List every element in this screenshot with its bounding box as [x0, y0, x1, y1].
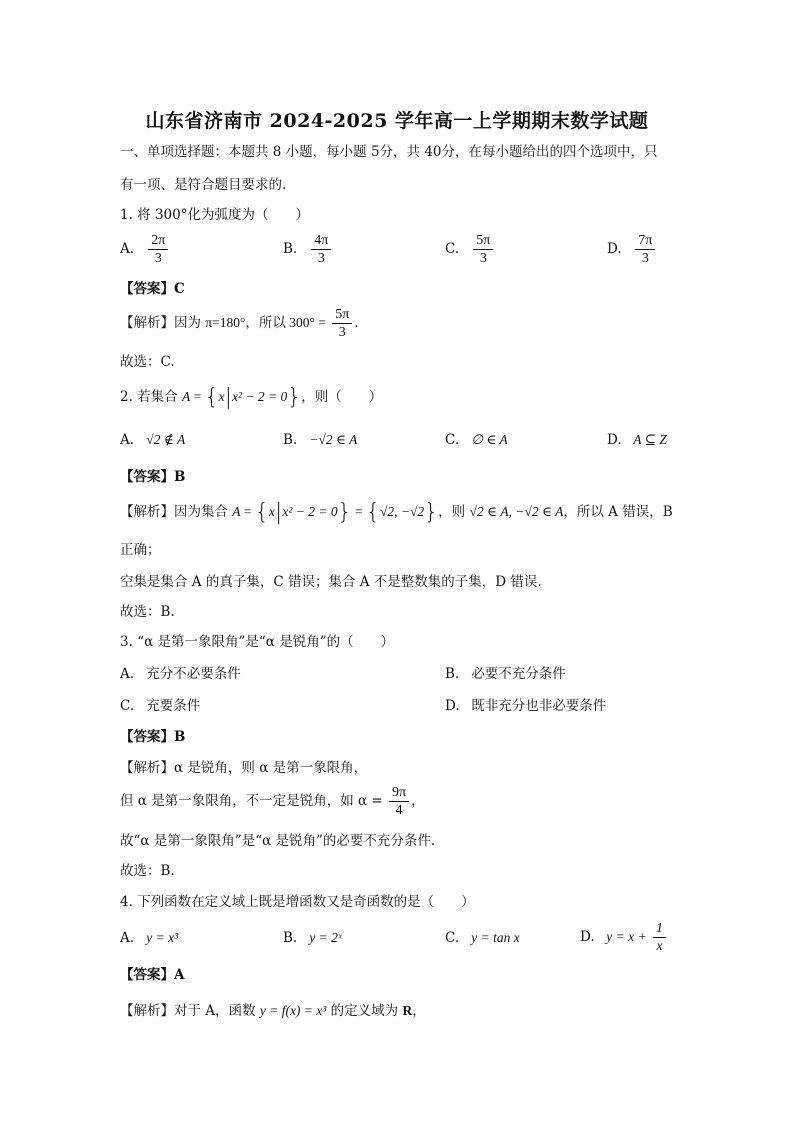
option-label: A.	[120, 432, 135, 448]
option-text: y = x³	[146, 930, 179, 945]
fraction-numerator: 2π	[148, 232, 168, 250]
analysis-suffix: ，	[411, 793, 425, 809]
q2-option-b	[283, 431, 357, 449]
q3-option-d	[445, 697, 606, 715]
brace-open-icon: {	[204, 385, 219, 410]
bar-icon: |	[274, 500, 283, 525]
set-var: x	[268, 504, 275, 519]
option-text: y = x +	[606, 929, 647, 944]
brace-close-icon: }	[287, 385, 302, 410]
bar-icon: |	[224, 385, 233, 410]
fraction-numerator: 5π	[332, 306, 352, 324]
option-text: A ⊆ Z	[633, 432, 667, 447]
q1-analysis	[120, 306, 359, 341]
option-label: D.	[445, 698, 460, 714]
set-condition: x² − 2 = 0	[232, 389, 288, 404]
option-label: A.	[120, 241, 135, 257]
fraction-denominator: 3	[154, 251, 162, 266]
fraction-numerator: 9π	[389, 784, 409, 802]
fraction-numerator: 4π	[311, 232, 331, 250]
option-text: 充要条件	[146, 698, 201, 714]
option-text: 必要不充分条件	[471, 666, 566, 682]
option-text: −√2 ∈ A	[309, 432, 358, 447]
option-label: B.	[283, 432, 298, 448]
analysis-pi: π=180°，所以	[205, 315, 290, 330]
analysis-end: ，	[412, 1003, 426, 1019]
section-instructions-line-1: 一、单项选择题：本题共 8 小题，每小题 5分，共 40分，在每小题给出的四个选项中，只	[120, 144, 658, 160]
option-text: y = 2ˣ	[309, 930, 342, 945]
option-text: y = tan x	[471, 930, 520, 945]
page-title: 山东省济南市 2024-2025 学年高一上学期期末数学试题	[145, 110, 649, 132]
set-var: x	[218, 389, 225, 404]
set-condition: x² − 2 = 0	[282, 504, 338, 519]
q1-option-b	[283, 232, 333, 267]
option-label: C.	[445, 241, 460, 257]
analysis-function: y = f(x) = x³	[259, 1003, 327, 1018]
analysis-lhs: 300° =	[289, 315, 326, 330]
option-label: A.	[120, 666, 135, 682]
q4-option-c	[445, 929, 520, 947]
analysis-prefix: 【解析】因为	[120, 315, 206, 331]
fraction-denominator: x	[656, 939, 663, 954]
set-result: √2, −√2	[379, 504, 425, 519]
option-label: D.	[607, 241, 622, 257]
analysis-text: 但 α 是第一象限角，不一定是锐角，如 α =	[120, 793, 383, 809]
option-label: C.	[445, 930, 460, 946]
analysis-prefix: 【解析】对于 A，函数	[120, 1003, 260, 1019]
analysis-end: .	[354, 315, 359, 331]
q2-conclusion: 故选：B.	[120, 604, 175, 620]
fraction	[332, 306, 352, 341]
q3-conclusion: 故选：B.	[120, 863, 175, 879]
fraction-denominator: 3	[479, 251, 487, 266]
option-label: B.	[283, 241, 298, 257]
stem-suffix: ，则（ ）	[301, 389, 383, 405]
analysis-then: ，则	[438, 504, 470, 520]
q3-analysis-line-3: 故“α 是第一象限角”是“α 是锐角”的必要不充分条件.	[120, 833, 436, 849]
analysis-suffix: ，所以 A 错误，B	[563, 504, 673, 520]
fraction	[653, 920, 666, 955]
option-label: B.	[445, 666, 460, 682]
option-label: C.	[445, 432, 460, 448]
fraction-denominator: 3	[338, 325, 346, 340]
q1-stem: 1. 将 300°化为弧度为（ ）	[120, 207, 309, 223]
q4-option-a	[120, 929, 178, 947]
section-instructions-line-2: 有一项、是符合题目要求的.	[120, 177, 287, 193]
option-label: D.	[607, 432, 622, 448]
q1-answer: 【答案】C	[120, 281, 185, 297]
q4-stem: 4. 下列函数在定义域上既是增函数又是奇函数的是（ ）	[120, 894, 475, 910]
stem-prefix: 2. 若集合	[120, 389, 182, 405]
brace-close-icon: }	[424, 500, 439, 525]
fraction	[148, 232, 168, 267]
q2-analysis-line-3: 空集是集合 A 的真子集，C 错误；集合 A 不是整数集的子集，D 错误.	[120, 574, 542, 590]
fraction-numerator: 7π	[635, 232, 655, 250]
analysis-prefix: 【解析】因为集合	[120, 504, 233, 520]
q1-option-c	[445, 232, 495, 267]
q1-option-d	[607, 232, 657, 267]
fraction-denominator: 3	[641, 251, 649, 266]
option-label: C.	[120, 698, 135, 714]
analysis-mid: 的定义域为	[326, 1003, 403, 1019]
fraction-numerator: 5π	[473, 232, 493, 250]
analysis-members: √2 ∈ A, −√2 ∈ A	[469, 504, 564, 519]
q4-option-d	[580, 920, 668, 955]
q2-analysis-line-2: 正确；	[120, 542, 161, 558]
fraction-numerator: 1	[653, 920, 666, 938]
brace-open-icon: {	[365, 500, 380, 525]
q4-option-b	[283, 929, 342, 947]
fraction	[473, 232, 493, 267]
fraction	[389, 784, 409, 819]
set-name: A	[181, 389, 191, 404]
q2-analysis: 【解析】因为集合 A = {x|x² − 2 = 0} = {√2, −√2}，则 √2 ∈ A, −√2 ∈ A，所以 A 错误，B	[120, 500, 673, 525]
option-label: D.	[580, 929, 595, 945]
fraction-denominator: 4	[395, 803, 403, 818]
fraction	[311, 232, 331, 267]
option-text: √2 ∉ A	[146, 432, 186, 447]
q3-option-b	[445, 665, 566, 683]
option-label: A.	[120, 930, 135, 946]
fraction-denominator: 3	[317, 251, 325, 266]
q3-analysis-line-2	[120, 784, 425, 819]
q3-option-c	[120, 697, 200, 715]
q3-answer: 【答案】B	[120, 729, 186, 745]
q4-analysis	[120, 1002, 426, 1020]
brace-open-icon: {	[254, 500, 269, 525]
set-name: A	[232, 504, 241, 519]
q1-option-a	[120, 232, 170, 267]
q2-answer: 【答案】B	[120, 469, 186, 485]
q1-conclusion: 故选：C.	[120, 354, 175, 370]
fraction	[635, 232, 655, 267]
q2-option-d	[607, 431, 667, 449]
q3-option-a	[120, 665, 241, 683]
option-text: 既非充分也非必要条件	[471, 698, 607, 714]
q2-option-c	[445, 431, 508, 449]
brace-close-icon: }	[337, 500, 352, 525]
option-label: B.	[283, 930, 298, 946]
option-text: ∅ ∈ A	[471, 432, 508, 447]
q3-stem: 3. “α 是第一象限角”是“α 是锐角”的（ ）	[120, 634, 395, 650]
q2-stem: 2. 若集合 A = {x|x² − 2 = 0}，则（ ）	[120, 385, 383, 410]
q2-option-a	[120, 431, 185, 449]
option-text: 充分不必要条件	[146, 666, 241, 682]
q4-answer: 【答案】A	[120, 967, 185, 983]
analysis-real-set: R	[402, 1003, 413, 1018]
q3-analysis-line-1: 【解析】α 是锐角，则 α 是第一象限角，	[120, 760, 368, 776]
